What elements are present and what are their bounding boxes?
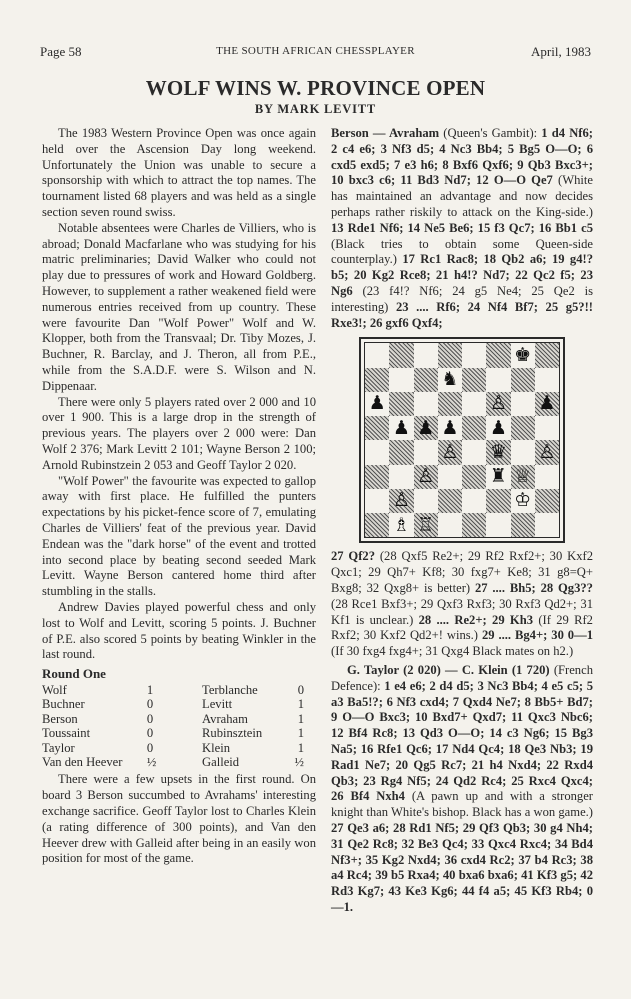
article-headline: WOLF WINS W. PROVINCE OPEN	[145, 76, 486, 100]
board-square	[414, 513, 438, 537]
black-player: Rubinsztein	[202, 726, 263, 741]
white-player: Taylor	[42, 740, 75, 755]
board-square	[535, 465, 559, 489]
white-player: Van den Heever	[42, 754, 123, 769]
chess-piece-icon: ♙	[489, 392, 507, 415]
board-square	[535, 416, 559, 440]
result-row	[42, 755, 304, 769]
board-square	[535, 513, 559, 537]
white-player: Buchner	[42, 697, 85, 712]
chess-piece-icon: ♖	[417, 513, 435, 536]
board-square	[389, 416, 413, 440]
game-2-players: G. Taylor (2 020) — C. Klein (1 720)	[347, 662, 550, 677]
board-square	[365, 513, 389, 537]
chess-piece-icon: ♟	[368, 392, 386, 415]
moves: 13 Rde1 Nf6; 14 Ne5 Be6; 15 f3 Qc7; 16 Bb1 c5	[331, 220, 593, 235]
game-1-continuation	[331, 549, 593, 660]
board-square	[438, 368, 462, 392]
board-square	[389, 343, 413, 367]
board-square	[535, 440, 559, 464]
board-square	[438, 465, 462, 489]
chess-piece-icon: ♙	[538, 440, 556, 463]
white-score: 0	[146, 711, 154, 726]
chess-piece-icon: ♗	[392, 513, 410, 536]
board-square	[389, 440, 413, 464]
board-square	[511, 440, 535, 464]
chess-piece-icon: ♚	[514, 343, 532, 366]
board-square	[535, 343, 559, 367]
black-player: Klein	[202, 740, 230, 755]
moves: 1 e4 e6; 2 d4 d5; 3 Nc3 Bb4; 4 e5 c5; 5 a3 Ba5!?; 6 Nf3 cxd4; 7 Qxd4 Ne7; 8 Bb5+ Bd7; 9 O—O Bxc3; 10 Bxd7+ Qxd7; 11 Qxc3 Nbc6; 12 Bf4 Rc8; 13 Qd3 O—O; 14 c3 Ng6; 15 Bg3 Na5; 16 Rfe1 Qc6; 17 Nd4 Qc4; 18 Qe3 Nb3; 19 Rad1 Ne7; 20 Qg5 Rc7; 21 h4 Nxd4; 22 Rxd4 Qb3; 23 Rg4 Nf5; 24 Qd2 Rc4; 25 Rxc4 Qxc4; 26 Bf4 Nxh4	[331, 678, 593, 804]
result-row	[42, 712, 304, 726]
board-square	[535, 392, 559, 416]
white-score: 0	[146, 726, 154, 741]
game-1-players: Berson — Avraham	[331, 126, 440, 140]
round-one-note: There were a few upsets in the first round. On board 3 Berson succumbed to Avrahams' interesting exchange sacrifice. Geoff Taylor lost to Charles Klein (a rating difference of 300 points), and Van den Heever drew with Galleid after being in an easily won position for most of the game.	[42, 772, 316, 866]
white-player: Toussaint	[42, 726, 91, 741]
chess-piece-icon: ♙	[417, 465, 435, 488]
board-square	[438, 489, 462, 513]
chess-piece-icon: ♟	[441, 416, 459, 439]
board-square	[462, 465, 486, 489]
board-square	[365, 392, 389, 416]
issue-date: April, 1983	[531, 44, 591, 59]
paragraph: "Wolf Power" the favourite was expected to gallop away with first place. He fulfilled the punters expectations by his picket-fence score of 7, emulating Charles de Villiers' feat of the previous year. David Endean was the "dark horse" of the event and trotted into second place by beating second seeded Mark Levitt. Wayne Berson cantered home third after stumbling in the stalls.	[42, 473, 316, 599]
journal-title: THE SOUTH AFRICAN CHESSPLAYER	[216, 45, 415, 57]
moves: 27 Qe3 a6; 28 Rd1 Nf5; 29 Qf3 Qb3; 30 g4 Nh4; 31 Qe2 Rc8; 32 Be3 Qc4; 33 Qxc4 Rxc4; 34 Bd4 Nf3+; 35 Kg2 Nxd4; 36 cxd4 Rc2; 37 b4 Rc3; 38 a4 Rc4; 39 b5 Rxa4; 40 bxa6 bxa6; 41 Kf3 g5; 42 Rd3 Kg7; 43 Ke3 Kg6; 44 f4 a5; 45 Kf3 Rb4; 0—1.	[331, 820, 593, 914]
board-square	[511, 489, 535, 513]
chess-piece-icon: ♜	[489, 465, 507, 488]
annotation: (If 29 Rf2 Rxf2; 30 Kxf2 Qd2+! wins.)	[331, 612, 593, 643]
right-column	[331, 126, 593, 916]
chess-diagram	[359, 337, 565, 543]
moves: 17 Rc1 Rac8; 18 Qb2 a6; 19 g4!? b5; 20 Kg2 Rce8; 21 h4!? Nd7; 22 Qc2 f5; 23 Ng6	[331, 252, 593, 298]
board-square	[389, 489, 413, 513]
white-player: Wolf	[42, 682, 67, 697]
result-row	[42, 741, 304, 755]
black-score: ½	[294, 754, 304, 769]
article-byline: BY MARK LEVITT	[254, 102, 377, 116]
white-score: 0	[146, 697, 154, 712]
board-square	[414, 416, 438, 440]
board-square	[486, 392, 510, 416]
game-2-opening: (French Defence):	[331, 662, 593, 693]
white-score: 1	[146, 682, 154, 697]
board-square	[535, 368, 559, 392]
board-square	[438, 440, 462, 464]
board-square	[414, 392, 438, 416]
chess-piece-icon: ♔	[514, 489, 532, 512]
game-1-opening: (Queen's Gambit):	[443, 126, 538, 140]
board-square	[486, 343, 510, 367]
white-player: Berson	[42, 711, 78, 726]
board-square	[438, 416, 462, 440]
result-row	[42, 683, 304, 697]
game-2-text	[331, 663, 593, 916]
chess-piece-icon: ♟	[417, 416, 435, 439]
chess-piece-icon: ♟	[538, 392, 556, 415]
result-row	[42, 697, 304, 711]
black-score: 1	[297, 740, 304, 755]
game-1-text	[331, 126, 593, 331]
board-square	[486, 513, 510, 537]
chess-piece-icon: ♙	[392, 489, 410, 512]
board-square	[365, 440, 389, 464]
board-square	[486, 368, 510, 392]
board-square	[511, 368, 535, 392]
board-square	[462, 368, 486, 392]
black-score: 0	[297, 682, 304, 697]
board-square	[365, 416, 389, 440]
black-score: 1	[297, 697, 304, 712]
annotation: (28 Rce1 Bxf3+; 29 Qxf3 Rxf3; 30 Rxf3 Qd2+; 31 Kf1 is unclear.)	[331, 596, 593, 627]
paragraph: The 1983 Western Province Open was once again held over the Ascension Day long weekend. Unfortunately the Union was unable to secure a sponsorship with which to attract the top names. The tournament listed 68 players and was held as a single section seven round swiss.	[42, 126, 316, 219]
board-square	[511, 416, 535, 440]
round-one-title: Round One	[42, 666, 106, 682]
board-square	[462, 343, 486, 367]
board-square	[438, 343, 462, 367]
annotation: (28 Qxf5 Re2+; 29 Rf2 Rxf2+; 30 Kxf2 Qxc1; 29 Qh7+ Kf8; 30 fxg7+ Ke8; 31 g8=Q+ Bxg8; 32 Qxg8+ is better)	[331, 549, 593, 595]
board-square	[511, 513, 535, 537]
chess-piece-icon: ♟	[489, 416, 507, 439]
board-square	[414, 465, 438, 489]
running-head	[40, 44, 591, 64]
board-square	[389, 465, 413, 489]
chess-piece-icon: ♙	[441, 440, 459, 463]
annotation: (White has maintained an advantage and now decides perhaps rather riskily to attack on the King-side.)	[331, 173, 593, 219]
black-score: 1	[297, 711, 304, 726]
annotation: (Black tries to obtain some Queen-side counterplay.)	[331, 236, 593, 267]
annotation: (A pawn up and with a stronger knight than White's bishop. Black has a won game.)	[331, 789, 593, 820]
white-score: ½	[146, 754, 157, 769]
board-square	[535, 489, 559, 513]
white-score: 0	[146, 740, 154, 755]
board-square	[462, 489, 486, 513]
board-square	[438, 513, 462, 537]
moves: 28 .... Re2+; 29 Kh3	[418, 612, 534, 627]
moves: 27 .... Bh5; 28 Qg3??	[474, 580, 593, 595]
board-square	[414, 489, 438, 513]
round-one-results	[42, 683, 304, 769]
black-score: 1	[297, 726, 304, 741]
board-square	[365, 489, 389, 513]
black-player: Galleid	[202, 754, 240, 769]
paragraph: Notable absentees were Charles de Villiers, who is abroad; Donald Macfarlane who was studying for his matric preliminaries; David Walker who could not play due to pressures of work and Howard Goldberg. However, to supplement a rather weakened field were numerous entries received from up country. These were favourite Dan "Wolf Power" Wolf and W. Klopper, both from the Transvaal; Dr. Tiby Mozes, J. Buchner, R. Barclay, and J. Theron, all from P.E., while from the S.A.D.F. were S. Wilson and N. Dippenaar.	[42, 220, 316, 393]
board-square	[365, 343, 389, 367]
board-square	[414, 343, 438, 367]
board-square	[389, 368, 413, 392]
left-column	[42, 126, 316, 867]
page-number: Page 58	[40, 44, 82, 59]
board-square	[511, 465, 535, 489]
board-square	[389, 392, 413, 416]
paragraph: There were only 5 players rated over 2 000 and 10 over 1 900. This is a large drop in the strength of previous years. The players over 2 000 were: Dan Wolf 2 376; Mark Levitt 2 101; Wayne Berson 2 100; Arnold Rubinstzein 2 053 and Geoff Taylor 2 020.	[42, 394, 316, 472]
moves: 23 .... Rf6; 24 Nf4 Bf7; 25 g5?!! Rxe3!; 26 gxf6 Qxf4;	[331, 299, 593, 330]
board-square	[486, 465, 510, 489]
chess-board	[364, 342, 560, 538]
moves: 29 .... Bg4+; 30 0—1	[481, 628, 593, 643]
black-player: Terblanche	[202, 682, 258, 697]
chess-piece-icon: ♛	[489, 440, 507, 463]
result-row	[42, 726, 304, 740]
black-player: Levitt	[202, 697, 233, 712]
moves: 1 d4 Nf6; 2 c4 e6; 3 Nf3 d5; 4 Nc3 Bb4; 5 Bg5 O—O; 6 cxd5 exd5; 7 e3 h6; 8 Bxf6 Qxf6; 9 Qb3 Bxc3+; 10 bxc3 c6; 11 Bd3 Nd7; 12 O—O Qe7	[331, 126, 593, 188]
board-square	[365, 465, 389, 489]
board-square	[486, 489, 510, 513]
board-square	[462, 392, 486, 416]
board-square	[414, 440, 438, 464]
board-square	[462, 416, 486, 440]
board-square	[414, 368, 438, 392]
moves: 27 Qf2?	[331, 549, 376, 564]
board-square	[462, 513, 486, 537]
chess-piece-icon: ♟	[392, 416, 410, 439]
annotation: (If 30 fxg4 fxg4+; 31 Qxg4 Black mates on h2.)	[331, 644, 574, 659]
board-square	[462, 440, 486, 464]
chess-piece-icon: ♕	[514, 465, 532, 488]
board-square	[511, 343, 535, 367]
chess-piece-icon: ♞	[441, 368, 459, 391]
board-square	[511, 392, 535, 416]
board-square	[486, 440, 510, 464]
board-square	[365, 368, 389, 392]
black-player: Avraham	[202, 711, 248, 726]
board-square	[438, 392, 462, 416]
board-square	[389, 513, 413, 537]
annotation: (23 f4!? Nf6; 24 g5 Ne4; 25 Qe2 is interesting)	[331, 283, 593, 314]
board-square	[486, 416, 510, 440]
paragraph: Andrew Davies played powerful chess and only lost to Wolf and Levitt, scoring 5 points. J. Buchner of P.E. also scored 5 points by beating Winkler in the last round.	[42, 599, 316, 662]
